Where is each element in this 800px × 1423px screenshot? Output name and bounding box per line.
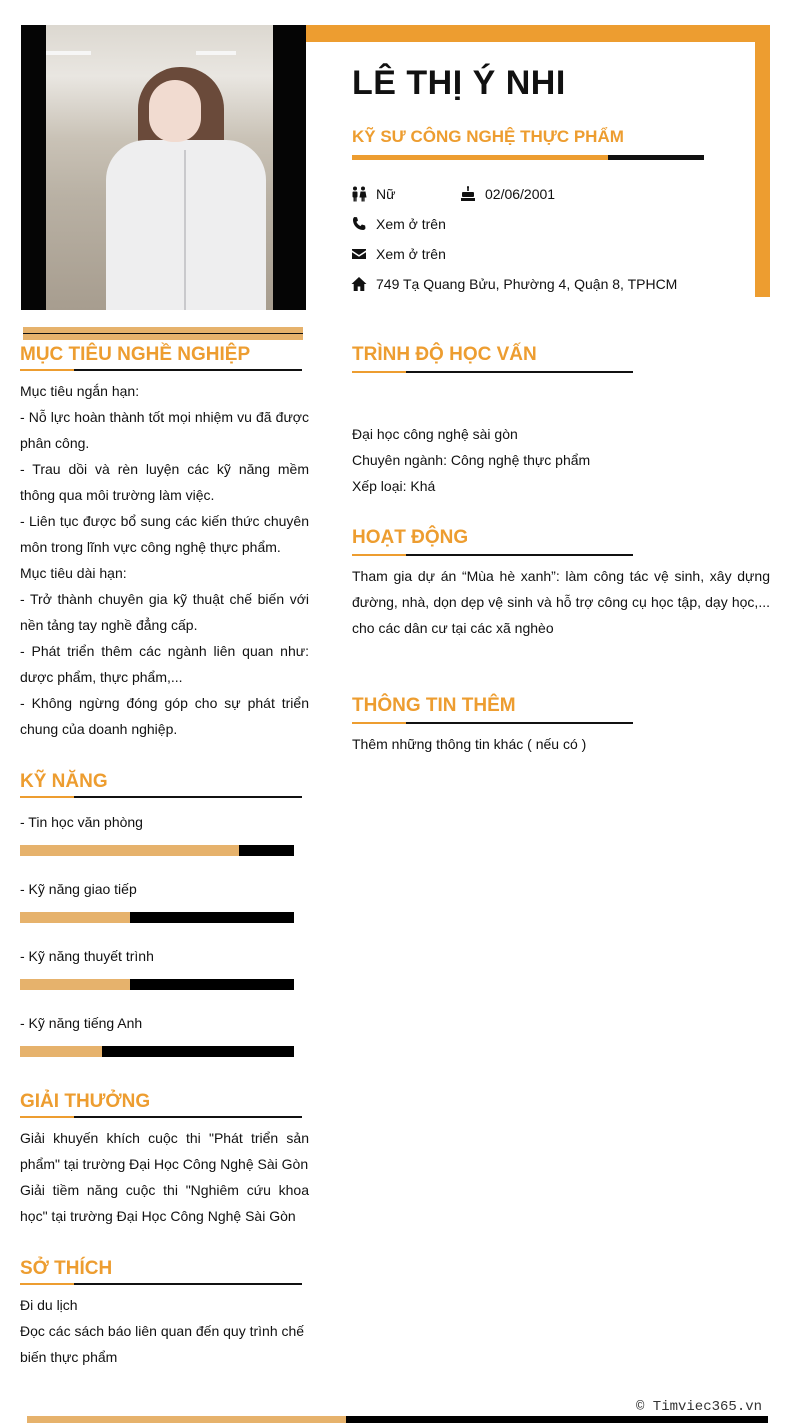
section-title-hobbies: SỞ THÍCH (20, 1258, 113, 1279)
objective-line: - Không ngừng đóng góp cho sự phát triển chung của doanh nghiệp. (20, 695, 309, 737)
objective-line: - Nỗ lực hoàn thành tốt mọi nhiệm vu đã được phân công. (20, 409, 309, 451)
objective-line: - Trở thành chuyên gia kỹ thuật chế biến với nền tảng tay nghề đẳng cấp. (20, 591, 309, 633)
education-line: Chuyên ngành: Công nghệ thực phẩm (352, 452, 591, 468)
header-frame-top (306, 25, 770, 42)
photo-coat (106, 140, 266, 310)
objective-line: - Phát triển thêm các ngành liên quan như: dược phẩm, thực phẩm,... (20, 643, 309, 685)
profile-photo (21, 25, 306, 310)
skill-level-bar (20, 1046, 294, 1057)
gender-value: Nữ (376, 186, 396, 202)
hobbies-text (20, 1292, 309, 1370)
section-underline (20, 796, 302, 798)
envelope-icon (351, 246, 367, 262)
skill-level-bar (20, 912, 294, 923)
job-title: KỸ SƯ CÔNG NGHỆ THỰC PHẨM (352, 127, 624, 146)
section-underline (20, 1116, 302, 1118)
skill-label: - Kỹ năng tiếng Anh (20, 1015, 143, 1031)
awards-text (20, 1125, 309, 1229)
phone-row (351, 216, 446, 232)
email-value: Xem ở trên (376, 246, 446, 262)
photo-coat-line (184, 150, 186, 310)
address-value: 749 Tạ Quang Bửu, Phường 4, Quận 8, TPHCM (376, 276, 678, 292)
phone-value: Xem ở trên (376, 216, 446, 232)
award-item: Giải khuyến khích cuộc thi "Phát triển sản phẩm" tại trường Đại Học Công Nghệ Sài Gòn (20, 1130, 309, 1172)
skill-label: - Kỹ năng giao tiếp (20, 881, 137, 897)
birthday-value: 02/06/2001 (485, 186, 556, 202)
section-title-activities: HOẠT ĐỘNG (352, 527, 469, 548)
birthday-cake-icon (460, 186, 476, 202)
footer-bar (27, 1416, 768, 1423)
section-underline (352, 554, 633, 556)
photo-face (149, 80, 201, 142)
photo-divider (23, 327, 303, 340)
candidate-name: LÊ THỊ Ý NHI (352, 64, 566, 102)
section-underline (20, 369, 302, 371)
section-title-awards: GIẢI THƯỞNG (20, 1091, 151, 1112)
award-item: Giải tiềm năng cuộc thi "Nghiêm cứu khoa học" tại trường Đại Học Công Nghệ Sài Gòn (20, 1182, 309, 1224)
section-underline (20, 1283, 302, 1285)
gender-row (351, 186, 395, 202)
home-icon (351, 276, 367, 292)
extra-info-text (352, 731, 770, 757)
skill-level-bar (20, 979, 294, 990)
ceiling-light (196, 51, 236, 55)
section-title-extra-info: THÔNG TIN THÊM (352, 695, 516, 716)
education-text (352, 421, 770, 499)
job-title-underline (352, 155, 704, 160)
activity-item: Tham gia dự án “Mùa hè xanh”: làm công tác vệ sinh, xây dựng đường, nhà, dọn dẹp vệ sinh và hỗ trợ công cụ học tập, dạy học,... cho các dân cư tại các xã nghèo (352, 568, 770, 636)
objective-line: Mục tiêu ngắn hạn: (20, 383, 140, 399)
section-title-objective: MỤC TIÊU NGHỀ NGHIỆP (20, 344, 251, 365)
section-underline (352, 371, 633, 373)
objective-line: - Trau dồi và rèn luyện các kỹ năng mềm thông qua môi trường làm việc. (20, 461, 309, 503)
copyright-text: © Timviec365.vn (636, 1399, 763, 1415)
section-title-skills: KỸ NĂNG (20, 771, 108, 792)
section-title-education: TRÌNH ĐỘ HỌC VẤN (352, 344, 537, 365)
address-row (351, 276, 677, 292)
email-row (351, 246, 446, 262)
skill-label: - Tin học văn phòng (20, 814, 143, 830)
header-frame-right (755, 25, 770, 297)
skill-label: - Kỹ năng thuyết trình (20, 948, 154, 964)
hobby-item: Đi du lịch (20, 1297, 78, 1313)
education-line: Đại học công nghệ sài gòn (352, 426, 518, 442)
photo-image (46, 25, 273, 310)
gender-icon (351, 186, 367, 202)
objective-line: Mục tiêu dài hạn: (20, 565, 127, 581)
skill-level-bar (20, 845, 294, 856)
phone-icon (351, 216, 367, 232)
education-line: Xếp loại: Khá (352, 478, 436, 494)
section-underline (352, 722, 633, 724)
objective-text (20, 378, 309, 742)
extra-info-line: Thêm những thông tin khác ( nếu có ) (352, 736, 587, 752)
ceiling-light (46, 51, 91, 55)
hobby-item: Đọc các sách báo liên quan đến quy trình chế biến thực phẩm (20, 1323, 305, 1365)
activities-text (352, 563, 770, 641)
birthday-row (460, 186, 555, 202)
objective-line: - Liên tục được bổ sung các kiến thức chuyên môn trong lĩnh vực công nghệ thực phẩm. (20, 513, 309, 555)
